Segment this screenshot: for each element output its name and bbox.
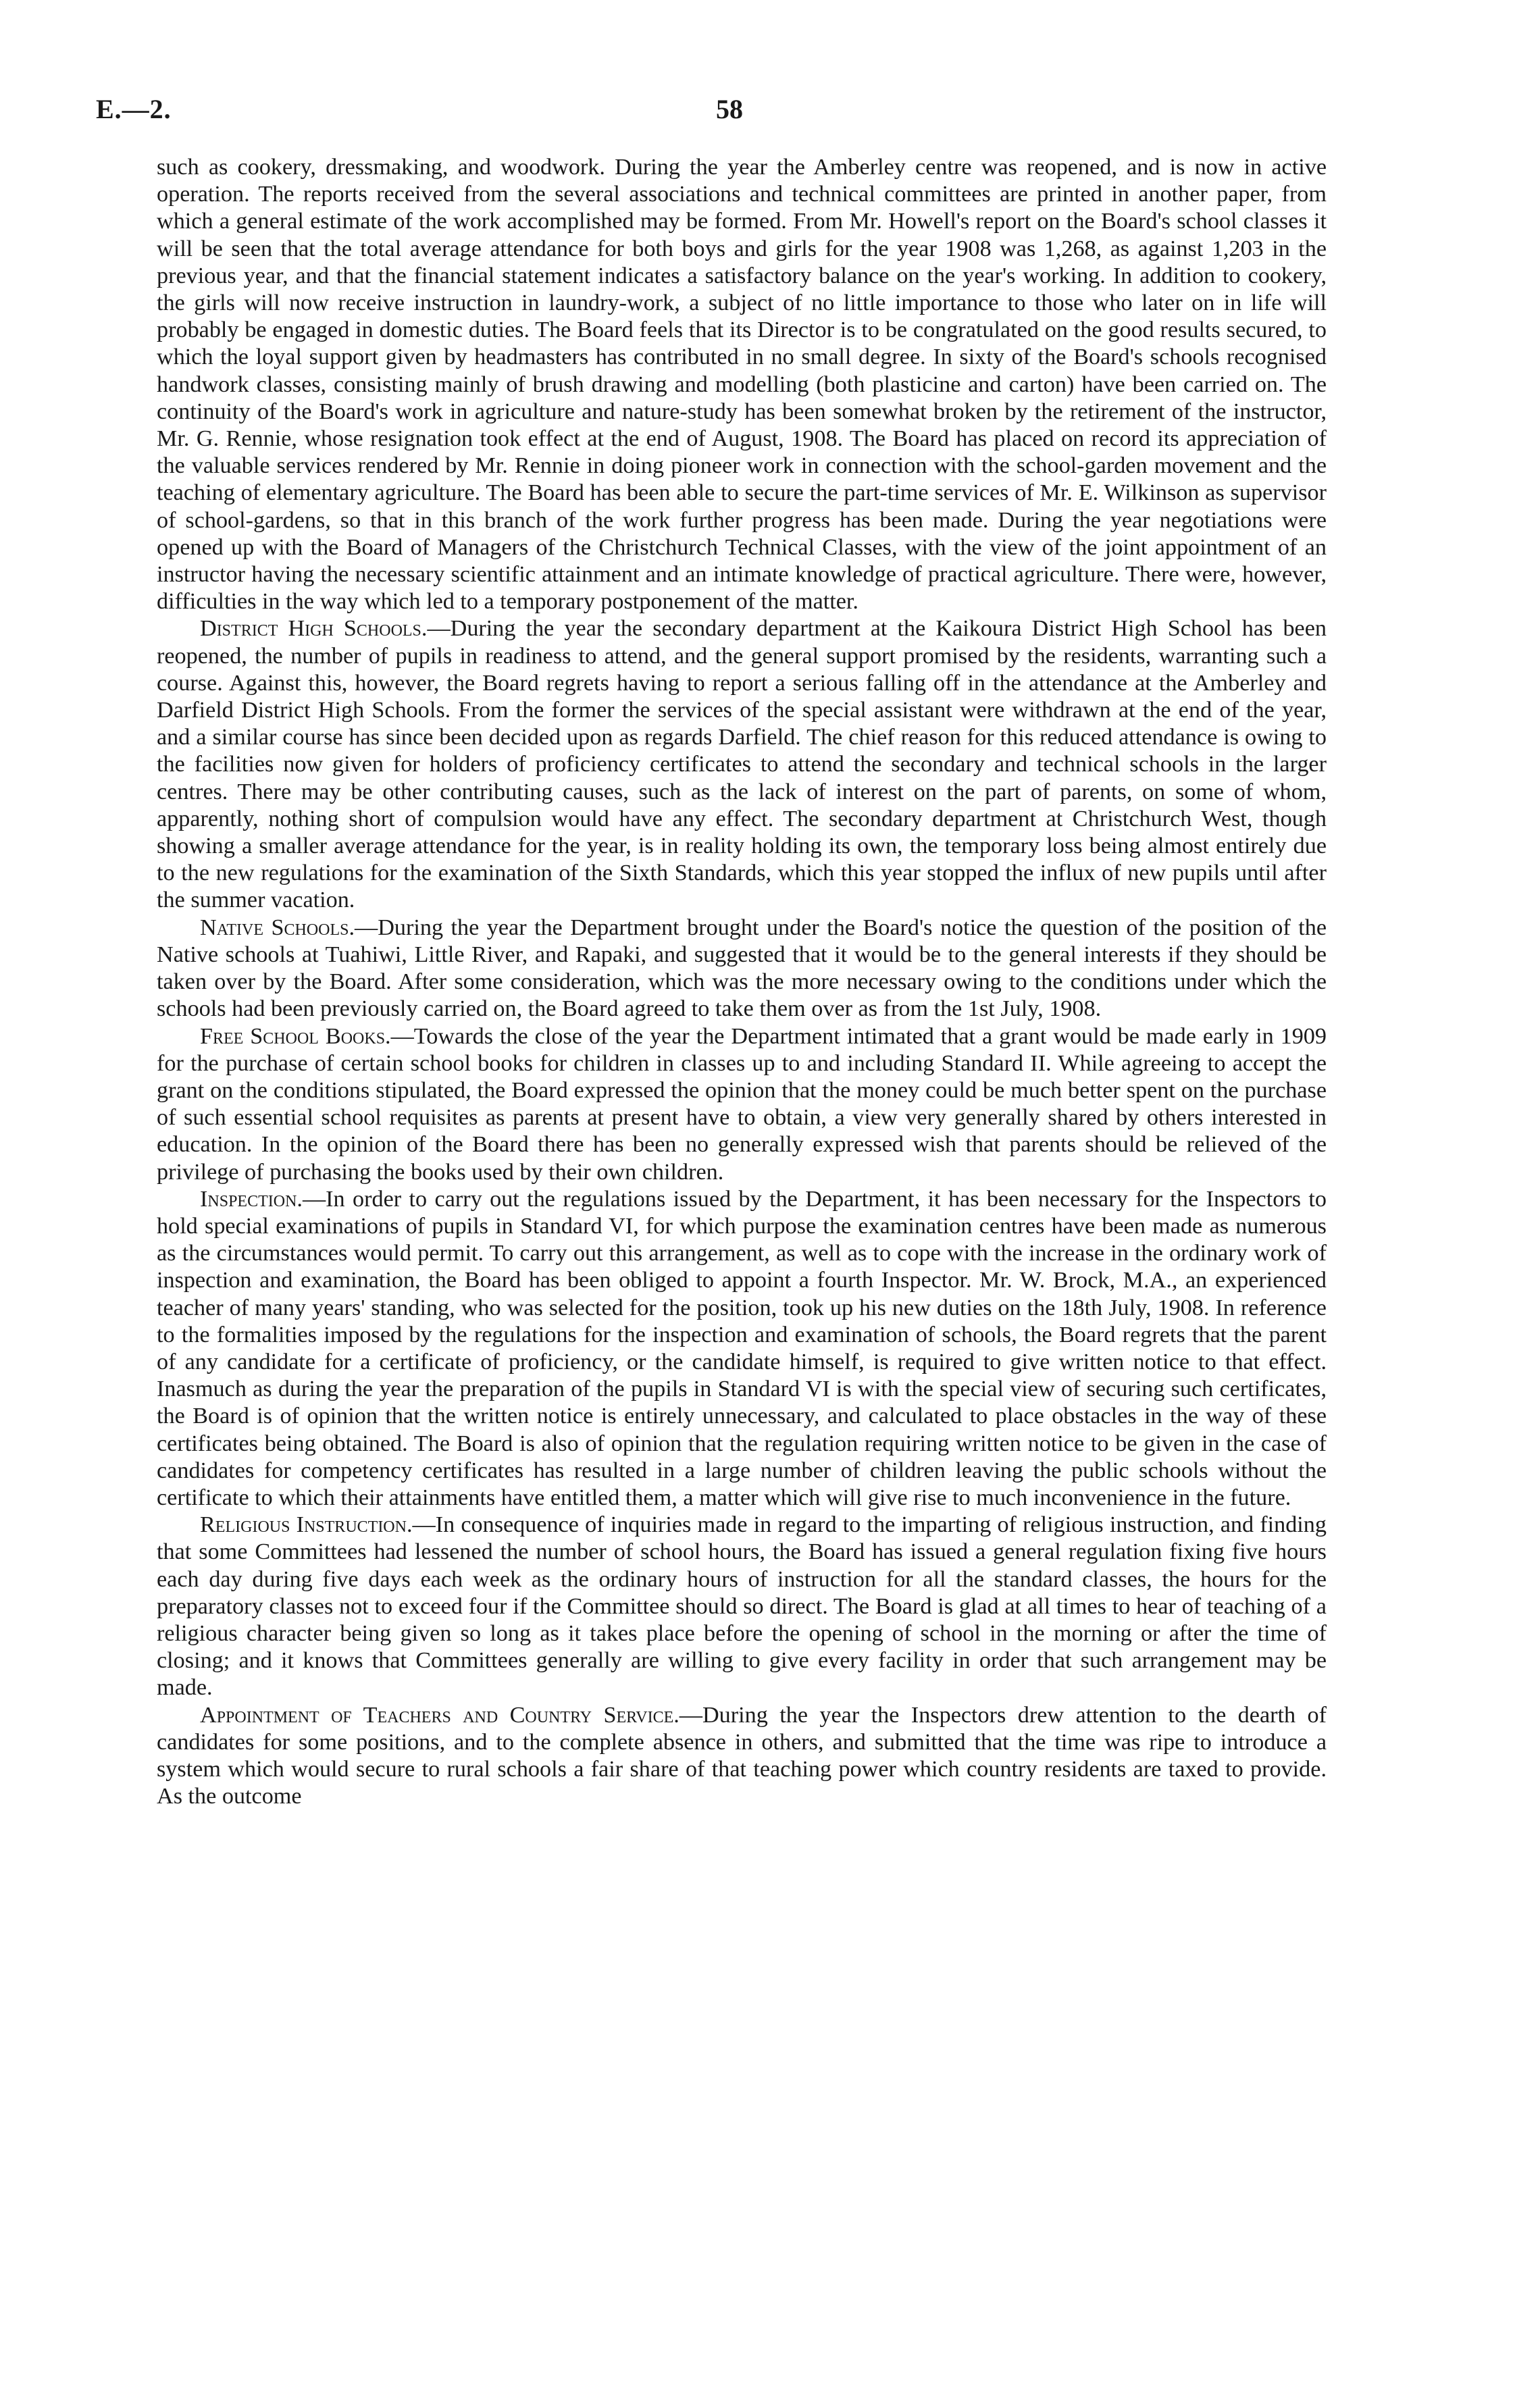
body-text [157, 154, 1327, 1810]
paragraph-text: such as cookery, dressmaking, and woodwork. During the year the Amberley centre was reopened, and is now in active operation. The reports received from the several associations and technical committees are printed in another paper, from which a general estimate of the work accomplished may be formed. From Mr. Howell's report on the Board's school classes it will be seen that the total average attendance for both boys and girls for the year 1908 was 1,268, as against 1,203 in the previous year, and that the financial statement indicates a satisfactory balance on the year's working. In addition to cookery, the girls will now receive instruction in laundry-work, a subject of no little importance to those who later on in life will probably be engaged in domestic duties. The Board feels that its Director is to be congratulated on the good results secured, to which the loyal support given by headmasters has contributed in no small degree. In sixty of the Board's schools recognised handwork classes, consisting mainly of brush drawing and modelling (both plasticine and carton) have been carried on. The continuity of the Board's work in agriculture and nature-study has been somewhat broken by the retirement of the instructor, Mr. G. Rennie, whose resignation took effect at the end of August, 1908. The Board has placed on record its appreciation of the valuable services rendered by Mr. Rennie in doing pioneer work in connection with the school-garden movement and the teaching of elementary agriculture. The Board has been able to secure the part-time services of Mr. E. Wilkinson as supervisor of school-gardens, so that in this branch of the work further progress has been made. During the year negotiations were opened up with the Board of Managers of the Christchurch Technical Classes, with the view of the joint appointment of an instructor having the necessary scientific attainment and an intimate knowledge of practical agriculture. There were, however, difficulties in the way which led to a temporary postponement of the matter. [157, 155, 1327, 615]
section-heading: Religious Instruction. [200, 1512, 413, 1538]
section-heading: Appointment of Teachers and Country Service. [200, 1702, 679, 1728]
section-heading: Native Schools. [200, 915, 355, 940]
paragraph-text: —In order to carry out the regulations issued by the Department, it has been necessary for the Inspectors to hold special examinations of pupils in Standard VI, for which purpose the examination centres have been made as numerous as the circumstances would permit. To carry out this arrangement, as well as to cope with the increase in the ordinary work of inspection and examination, the Board has been obliged to appoint a fourth Inspector. Mr. W. Brock, M.A., an experienced teacher of many years' standing, who was selected for the position, took up his new duties on the 18th July, 1908. In reference to the formalities imposed by the regulations for the inspection and examination of schools, the Board regrets that the parent of any candidate for a certificate of proficiency, or the candidate himself, is required to give written notice to that effect. Inasmuch as during the year the preparation of the pupils in Standard VI is with the special view of securing such certificates, the Board is of opinion that the written notice is entirely unnecessary, and calculated to place obstacles in the way of these certificates being obtained. The Board is also of opinion that the regulation requiring written notice to be given in the case of candidates for competency certificates has resulted in a large number of children leaving the public schools without the certificate to which their attainments have entitled them, a matter which will give rise to much inconvenience in the future. [157, 1186, 1327, 1510]
paragraph-text: —During the year the Inspectors drew attention to the dearth of candidates for some positions, and to the complete absence in others, and submitted that the time was ripe to introduce a system which would secure to rural schools a fair share of that teaching power which country residents are taxed to provide. As the outcome [157, 1702, 1327, 1809]
page-number: 58 [716, 94, 743, 124]
paragraph-continuation [157, 154, 1327, 615]
section-heading: Free School Books. [200, 1023, 391, 1049]
paragraph-free-school-books [157, 1023, 1327, 1186]
paragraph-religious-instruction [157, 1512, 1327, 1701]
section-heading: Inspection. [200, 1186, 303, 1212]
paragraph-native-schools [157, 915, 1327, 1023]
section-heading: District High Schools. [200, 616, 428, 642]
paragraph-district-high-schools [157, 615, 1327, 914]
paragraph-text: —Towards the close of the year the Department intimated that a grant would be made early in 1909 for the purchase of certain school books for children in classes up to and including Standard II. While agreeing to accept the grant on the conditions stipulated, the Board expressed the opinion that the money could be much better spent on the purchase of such essential school requisites as parents at present have to obtain, a view very generally shared by others interested in education. In the opinion of the Board there has been no generally expressed wish that parents should be relieved of the privilege of purchasing the books used by their own children. [157, 1023, 1327, 1185]
page-reference: E.—2. [96, 94, 172, 124]
paragraph-text: —During the year the secondary department at the Kaikoura District High School has been reopened, the number of pupils in readiness to attend, and the general support promised by the residents, warranting such a course. Against this, however, the Board regrets having to report a serious falling off in the attendance at the Amberley and Darfield District High Schools. From the former the services of the special assistant were withdrawn at the end of the year, and a similar course has since been decided upon as regards Darfield. The chief reason for this reduced attendance is owing to the facilities now given for holders of proficiency certificates to attend the secondary and technical schools in the larger centres. There may be other contributing causes, such as the lack of interest on the part of parents, on some of whom, apparently, nothing short of compulsion would have any effect. The secondary department at Christchurch West, though showing a smaller average attendance for the year, is in reality holding its own, the temporary loss being almost entirely due to the new regulations for the examination of the Sixth Standards, which this year stopped the influx of new pupils until after the summer vacation. [157, 616, 1327, 913]
paragraph-text: —During the year the Department brought under the Board's notice the question of the position of the Native schools at Tuahiwi, Little River, and Rapaki, and suggested that it would be to the general interests if they should be taken over by the Board. After some consideration, which was the more necessary owing to the conditions under which the schools had been previously carried on, the Board agreed to take them over as from the 1st July, 1908. [157, 915, 1327, 1022]
paragraph-appointment-of-teachers [157, 1702, 1327, 1811]
paragraph-inspection [157, 1186, 1327, 1512]
paragraph-text: —In consequence of inquiries made in regard to the imparting of religious instruction, and finding that some Committees had lessened the number of school hours, the Board has issued a general regulation fixing five hours each day during five days each week as the ordinary hours of instruction for all the standard classes, the hours for the preparatory classes not to exceed four if the Committee should so direct. The Board is glad at all times to hear of teaching of a religious character being given so long as it takes place before the opening of school in the morning or after the time of closing; and it knows that Committees generally are willing to give every facility in order that such arrangement may be made. [157, 1512, 1327, 1701]
